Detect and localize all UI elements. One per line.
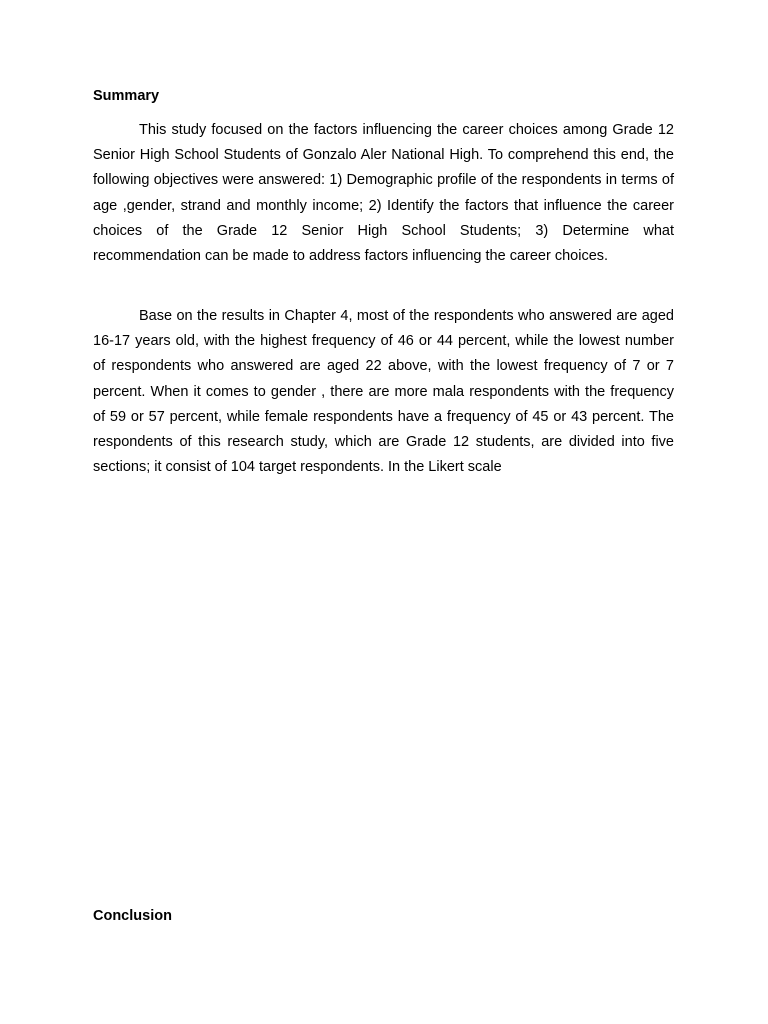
summary-paragraph-1: This study focused on the factors influencing the career choices among Grade 12 Senior High School Students of Gonzalo Aler National High. To comprehend this end, the following objectives were answered: 1) Demographic profile of the respondents in terms of age ,gender, strand and monthly income; 2) Identify the factors that influence the career choices of the Grade 12 Senior High School Students; 3) Determine what recommendation can be made to address factors influencing the career choices. <box>93 122 674 265</box>
summary-paragraph-2: Base on the results in Chapter 4, most of the respondents who answered are aged 16-17 years old, with the highest frequency of 46 or 44 percent, while the lowest number of respondents who answered are aged 22 above, with the lowest frequency of 7 or 7 percent. When it comes to gender , there are more mala respondents with the frequency of 59 or 57 percent, while female respondents have a frequency of 45 or 43 percent. The respondents of this research study, which are Grade 12 students, are divided into five sections; it consist of 104 target respondents. In the Likert scale <box>93 308 674 476</box>
conclusion-heading: Conclusion <box>93 908 172 924</box>
summary-heading: Summary <box>93 88 160 104</box>
